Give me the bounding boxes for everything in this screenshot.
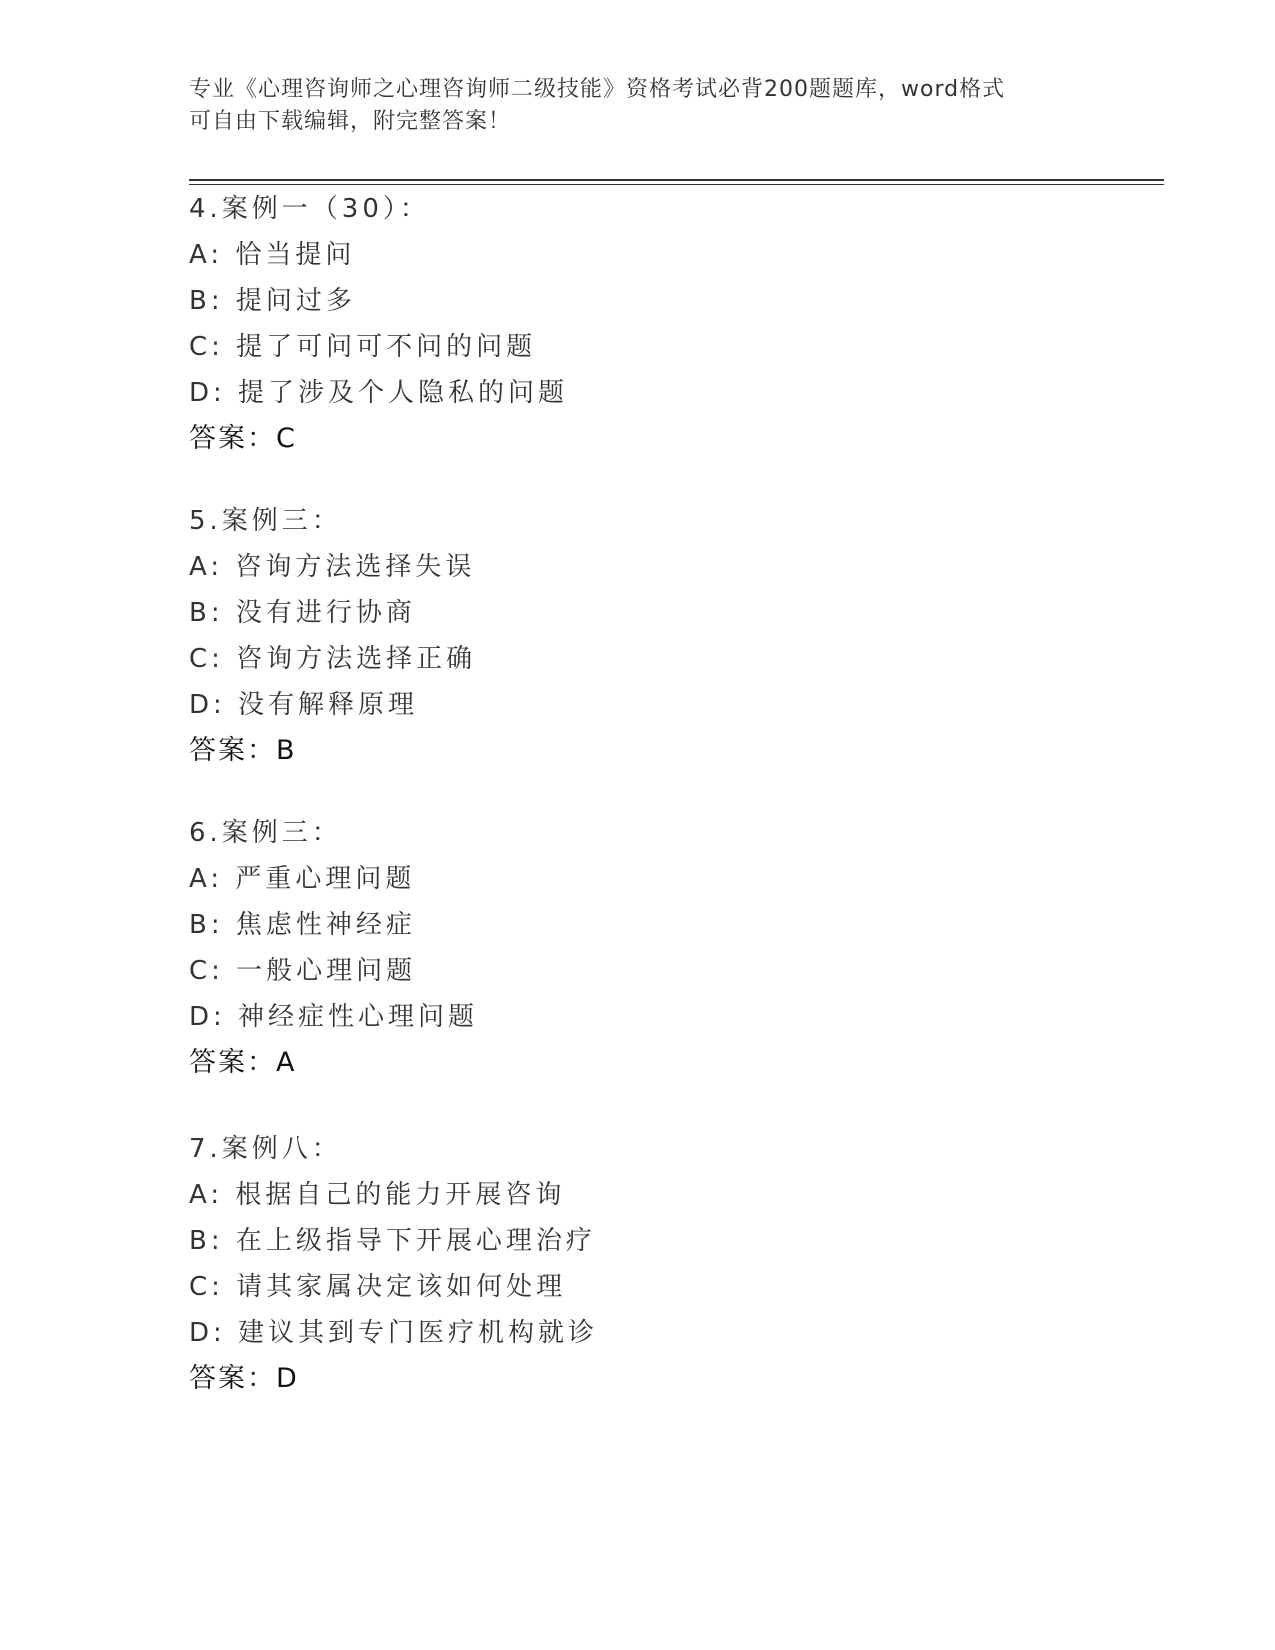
option-a: A: 根据自己的能力开展咨询 <box>189 1180 566 1210</box>
question-stem: 4.案例一（30）： <box>189 194 430 224</box>
question-stem: 6.案例三： <box>189 818 342 848</box>
answer-line: 答案：D <box>189 1363 299 1394</box>
option-d: D: 神经症性心理问题 <box>189 1002 479 1032</box>
option-d: D: 建议其到专门医疗机构就诊 <box>189 1318 599 1348</box>
question-stem: 5.案例三： <box>189 506 342 536</box>
option-d: D: 没有解释原理 <box>189 690 419 720</box>
answer-line: 答案：C <box>189 423 297 454</box>
option-c: C: 提了可问可不问的问题 <box>189 332 537 362</box>
option-b: B: 没有进行协商 <box>189 598 416 628</box>
option-b: B: 焦虑性神经症 <box>189 910 416 940</box>
option-a: A: 咨询方法选择失误 <box>189 552 476 582</box>
option-c: C: 咨询方法选择正确 <box>189 644 477 674</box>
option-b: B: 提问过多 <box>189 286 356 316</box>
header-divider-thick <box>189 179 1164 181</box>
header-line-1: 专业《心理咨询师之心理咨询师二级技能》资格考试必背200题题库，word格式 <box>189 77 1006 102</box>
header-line-2: 可自由下载编辑，附完整答案！ <box>189 109 512 134</box>
document-header <box>189 74 1089 138</box>
option-c: C: 请其家属决定该如何处理 <box>189 1272 567 1302</box>
answer-line: 答案：A <box>189 1047 297 1078</box>
option-c: C: 一般心理问题 <box>189 956 417 986</box>
question-5 <box>189 498 1089 774</box>
question-4 <box>189 186 1089 462</box>
option-a: A: 严重心理问题 <box>189 864 416 894</box>
question-7 <box>189 1126 1089 1402</box>
option-a: A: 恰当提问 <box>189 240 356 270</box>
option-b: B: 在上级指导下开展心理治疗 <box>189 1226 596 1256</box>
option-d: D: 提了涉及个人隐私的问题 <box>189 378 569 408</box>
question-6 <box>189 810 1089 1086</box>
question-stem: 7.案例八： <box>189 1134 342 1164</box>
answer-line: 答案：B <box>189 735 297 766</box>
header-divider-thin <box>189 184 1164 185</box>
